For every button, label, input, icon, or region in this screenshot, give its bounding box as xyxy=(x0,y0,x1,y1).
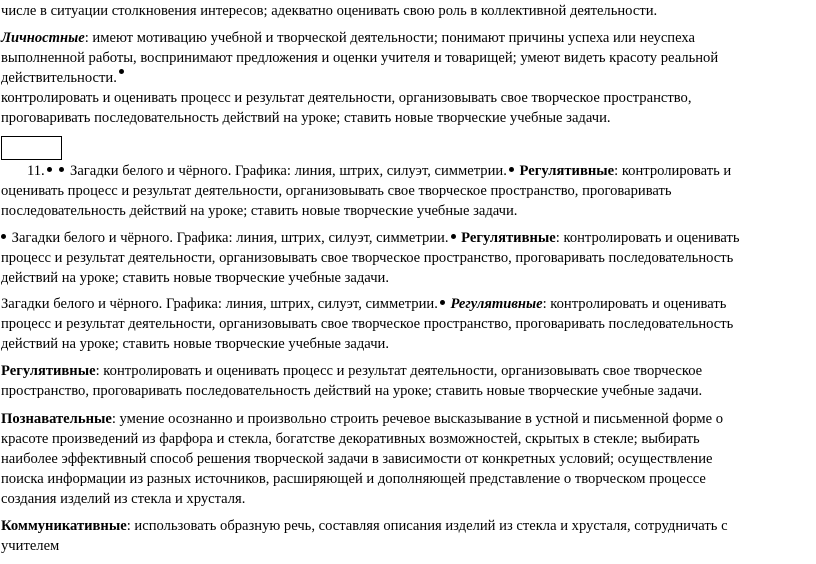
text-line: учителем xyxy=(1,538,60,554)
section-label-lichnostnye: Личностные xyxy=(1,30,85,46)
text-line: поиска информации из разных источников, расширяющей и дополняющей представление о творческом процессе xyxy=(1,471,706,487)
bullet-icon xyxy=(1,234,6,239)
text-line: последовательность действий на уроке; ставить новые творческие учебные задачи. xyxy=(1,203,518,219)
text-line: процесс и результат деятельности, организовывать свое творческое пространство, проговаривать последовательность xyxy=(1,250,734,266)
bullet-icon xyxy=(47,167,52,172)
text-line: : умение осознанно и произвольно строить речевое высказывание в устной и письменной форме о xyxy=(111,411,723,427)
bullet-icon xyxy=(119,69,124,74)
text-line: выполненной работы, воспринимают предложения и оценки учителя и товарищей; умеют видеть красоту реальной xyxy=(1,50,719,66)
section-label-regulyativnye: Регулятивные xyxy=(450,296,543,312)
text-line: процесс и результат деятельности, организовывать свое творческое пространство, проговаривать последовательность xyxy=(1,316,734,332)
text-line: действий на уроке; ставить новые творческие учебные задачи. xyxy=(1,270,390,286)
text-line: Загадки белого и чёрного. Графика: линия, штрих, силуэт, симметрии. xyxy=(1,296,438,312)
bullet-icon xyxy=(509,167,514,172)
bullet-icon xyxy=(451,234,456,239)
text-line: наиболее эффективный способ решения творческой задачи в зависимости от конкретных условий; осуществление xyxy=(1,451,713,467)
text-line: : использовать образную речь, составляя описания изделий из стекла и хрусталя, сотрудничать с xyxy=(126,518,728,534)
bullet-icon xyxy=(440,300,445,305)
text-line: числе в ситуации столкновения интересов; адекватно оценивать свою роль в коллективной деятельности. xyxy=(1,3,658,19)
section-label-regulyativnye: Регулятивные xyxy=(1,363,96,379)
text-line: : контролировать и xyxy=(614,163,732,179)
text-line: создания изделий из стекла и хрусталя. xyxy=(1,491,246,507)
paragraph-kommunikativnye xyxy=(1,516,813,556)
text-line: : контролировать и оценивать xyxy=(542,296,727,312)
bullet-icon xyxy=(59,167,64,172)
text-line: : контролировать и оценивать процесс и результат деятельности, организовывать свое творческое xyxy=(95,363,703,379)
text-line: пространство, проговаривать последовательность действий на уроке; ставить новые творческие учебные задачи. xyxy=(1,383,703,399)
text-line: контролировать и оценивать процесс и результат деятельности, организовывать свое творческое пространство, xyxy=(1,90,692,106)
section-label-kommunikativnye: Коммуникативные xyxy=(1,518,127,534)
paragraph-regulyativnye xyxy=(1,361,813,401)
paragraph-poznavatelnye xyxy=(1,409,813,509)
text-line: Загадки белого и чёрного. Графика: линия, штрих, силуэт, симметрии. xyxy=(66,163,507,179)
paragraph-top-continuation xyxy=(1,1,813,21)
section-label-regulyativnye: Регулятивные xyxy=(519,163,615,179)
text-line: действительности. xyxy=(1,70,117,86)
paragraph-lichnostnye xyxy=(1,28,813,128)
text-line: Загадки белого и чёрного. Графика: линия, штрих, силуэт, симметрии. xyxy=(8,230,449,246)
text-line: : контролировать и оценивать xyxy=(555,230,740,246)
paragraph-block-3 xyxy=(1,294,813,354)
text-line: проговаривать последовательность действий на уроке; ставить новые творческие учебные задачи. xyxy=(1,110,611,126)
empty-table-cell xyxy=(1,136,62,160)
paragraph-item-11 xyxy=(1,161,813,221)
paragraph-block-2 xyxy=(1,228,813,288)
item-number: 11. xyxy=(27,163,45,179)
section-label-poznavatelnye: Познавательные xyxy=(1,411,112,427)
text-line: : имеют мотивацию учебной и творческой деятельности; понимают причины успеха или неуспеха xyxy=(84,30,695,46)
text-line: красоте произведений из фарфора и стекла, богатстве декоративных возможностей, скрытых в стекле; выбирать xyxy=(1,431,700,447)
text-line: оценивать процесс и результат деятельности, организовывать свое творческое пространство, проговаривать xyxy=(1,183,672,199)
text-line: действий на уроке; ставить новые творческие учебные задачи. xyxy=(1,336,390,352)
section-label-regulyativnye: Регулятивные xyxy=(461,230,556,246)
